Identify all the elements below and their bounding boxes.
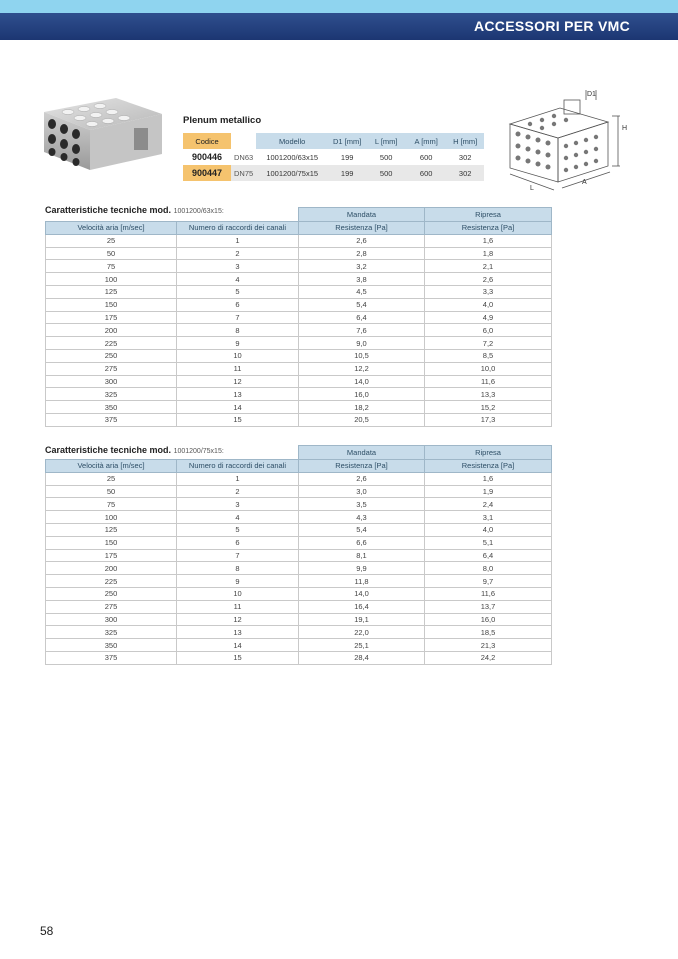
cell-ripresa: 6,0	[425, 324, 552, 337]
cell-velocita: 350	[46, 639, 177, 652]
cell-velocita: 325	[46, 388, 177, 401]
table-row	[46, 273, 552, 286]
cell-raccordi: 8	[177, 324, 299, 337]
cell-ripresa: 17,3	[425, 413, 552, 426]
spec-table-63x15	[45, 207, 552, 427]
cell-ripresa: 4,0	[425, 298, 552, 311]
cell-mandata: 12,2	[299, 362, 425, 375]
cell-velocita: 250	[46, 587, 177, 600]
col-resistenza-mandata: Resistenza [Pa]	[299, 460, 425, 473]
cell-ripresa: 18,5	[425, 626, 552, 639]
diagram-label-l: L	[530, 185, 534, 192]
model-code: 900447	[183, 165, 231, 181]
cell-mandata: 7,6	[299, 324, 425, 337]
cell-raccordi: 13	[177, 626, 299, 639]
table-row	[46, 362, 552, 375]
cell-mandata: 14,0	[299, 375, 425, 388]
plenum-product-photo	[38, 94, 168, 172]
cell-ripresa: 1,6	[425, 472, 552, 485]
group-header-row	[46, 446, 552, 460]
col-h: H [mm]	[446, 133, 484, 149]
cell-raccordi: 7	[177, 549, 299, 562]
cell-ripresa: 2,4	[425, 498, 552, 511]
cell-raccordi: 1	[177, 234, 299, 247]
col-resistenza-ripresa: Resistenza [Pa]	[425, 222, 552, 235]
cell-mandata: 22,0	[299, 626, 425, 639]
cell-mandata: 9,0	[299, 337, 425, 350]
col-resistenza-mandata: Resistenza [Pa]	[299, 222, 425, 235]
spec-body	[46, 472, 552, 664]
cell-ripresa: 9,7	[425, 575, 552, 588]
table-row	[46, 247, 552, 260]
table-row	[46, 413, 552, 426]
cell-ripresa: 11,6	[425, 375, 552, 388]
cell-mandata: 5,4	[299, 523, 425, 536]
cell-mandata: 19,1	[299, 613, 425, 626]
spec-title-text: Caratteristiche tecniche mod.	[45, 205, 172, 215]
model-name: 1001200/75x15	[256, 165, 328, 181]
model-name: 1001200/63x15	[266, 152, 319, 162]
cell-velocita: 50	[46, 247, 177, 260]
cell-raccordi: 9	[177, 337, 299, 350]
cell-ripresa: 5,1	[425, 536, 552, 549]
cell-mandata: 6,6	[299, 536, 425, 549]
top-color-band	[0, 0, 678, 13]
models-table	[183, 133, 484, 181]
table-row	[46, 511, 552, 524]
table-row	[46, 337, 552, 350]
cell-ripresa: 10,0	[425, 362, 552, 375]
cell-mandata: 20,5	[299, 413, 425, 426]
cell-ripresa: 6,4	[425, 549, 552, 562]
spec-table-75x15	[45, 445, 552, 665]
model-d1: 199	[340, 152, 354, 162]
cell-raccordi: 3	[177, 260, 299, 273]
cell-raccordi: 6	[177, 298, 299, 311]
table-row	[46, 311, 552, 324]
model-h: 302	[458, 152, 472, 162]
cell-ripresa: 1,9	[425, 485, 552, 498]
cell-velocita: 25	[46, 472, 177, 485]
cell-velocita: 375	[46, 651, 177, 664]
cell-ripresa: 8,0	[425, 562, 552, 575]
cell-mandata: 2,8	[299, 247, 425, 260]
cell-ripresa: 2,1	[425, 260, 552, 273]
cell-velocita: 25	[46, 234, 177, 247]
cell-raccordi: 2	[177, 485, 299, 498]
cell-raccordi: 12	[177, 375, 299, 388]
page-header-title: ACCESSORI PER VMC	[473, 18, 630, 34]
col-raccordi: Numero di raccordi dei canali	[177, 460, 299, 473]
cell-raccordi: 3	[177, 498, 299, 511]
cell-ripresa: 7,2	[425, 337, 552, 350]
cell-velocita: 200	[46, 562, 177, 575]
cell-velocita: 75	[46, 498, 177, 511]
cell-raccordi: 9	[177, 575, 299, 588]
cell-raccordi: 11	[177, 600, 299, 613]
cell-mandata: 10,5	[299, 349, 425, 362]
cell-mandata: 18,2	[299, 401, 425, 414]
cell-raccordi: 15	[177, 413, 299, 426]
cell-ripresa: 2,6	[425, 273, 552, 286]
cell-ripresa: 13,3	[425, 388, 552, 401]
table-row	[46, 562, 552, 575]
table-row	[46, 388, 552, 401]
cell-velocita: 225	[46, 575, 177, 588]
cell-raccordi: 15	[177, 651, 299, 664]
cell-mandata: 3,8	[299, 273, 425, 286]
table-row	[46, 651, 552, 664]
diagram-label-h: H	[622, 125, 628, 132]
cell-raccordi: 10	[177, 349, 299, 362]
cell-ripresa: 16,0	[425, 613, 552, 626]
cell-raccordi: 6	[177, 536, 299, 549]
table-row	[46, 626, 552, 639]
cell-ripresa: 15,2	[425, 401, 552, 414]
cell-mandata: 3,5	[299, 498, 425, 511]
cell-mandata: 11,8	[299, 575, 425, 588]
table-row	[46, 587, 552, 600]
model-d1: 199	[328, 165, 366, 181]
model-a: 600	[419, 152, 433, 162]
table-row	[46, 549, 552, 562]
cell-velocita: 125	[46, 285, 177, 298]
cell-velocita: 75	[46, 260, 177, 273]
cell-mandata: 4,5	[299, 285, 425, 298]
cell-mandata: 2,6	[299, 472, 425, 485]
spec-title-text: Caratteristiche tecniche mod.	[45, 445, 172, 455]
cell-velocita: 100	[46, 273, 177, 286]
cell-ripresa: 1,6	[425, 234, 552, 247]
cell-mandata: 6,4	[299, 311, 425, 324]
cell-mandata: 9,9	[299, 562, 425, 575]
spec-title-model: 1001200/75x15:	[173, 448, 224, 455]
col-d1: D1 [mm]	[328, 133, 366, 149]
cell-mandata: 4,3	[299, 511, 425, 524]
col-a: A [mm]	[406, 133, 446, 149]
cell-velocita: 150	[46, 536, 177, 549]
col-raccordi: Numero di raccordi dei canali	[177, 222, 299, 235]
group-ripresa: Ripresa	[425, 446, 552, 460]
cell-mandata: 3,0	[299, 485, 425, 498]
cell-velocita: 150	[46, 298, 177, 311]
model-h: 302	[446, 165, 484, 181]
table-row	[46, 575, 552, 588]
table-row	[46, 639, 552, 652]
model-dn: DN63	[234, 152, 254, 162]
col-l: L [mm]	[366, 133, 406, 149]
cell-raccordi: 2	[177, 247, 299, 260]
model-a: 600	[406, 165, 446, 181]
page-header	[0, 13, 678, 40]
cell-raccordi: 13	[177, 388, 299, 401]
col-codice: Codice	[183, 133, 231, 149]
table-row	[46, 523, 552, 536]
cell-ripresa: 11,6	[425, 587, 552, 600]
cell-mandata: 14,0	[299, 587, 425, 600]
cell-mandata: 28,4	[299, 651, 425, 664]
col-dn	[231, 133, 256, 149]
table-row	[46, 298, 552, 311]
spec-body	[46, 234, 552, 426]
cell-ripresa: 3,3	[425, 285, 552, 298]
cell-velocita: 325	[46, 626, 177, 639]
cell-ripresa: 21,3	[425, 639, 552, 652]
table-row	[46, 401, 552, 414]
cell-ripresa: 4,9	[425, 311, 552, 324]
cell-velocita: 275	[46, 362, 177, 375]
cell-mandata: 25,1	[299, 639, 425, 652]
cell-velocita: 50	[46, 485, 177, 498]
table-row	[46, 600, 552, 613]
cell-raccordi: 7	[177, 311, 299, 324]
cell-raccordi: 4	[177, 273, 299, 286]
group-ripresa: Ripresa	[425, 208, 552, 222]
column-header-row	[46, 222, 552, 235]
cell-velocita: 375	[46, 413, 177, 426]
col-velocita: Velocità aria [m/sec]	[46, 222, 177, 235]
cell-velocita: 250	[46, 349, 177, 362]
model-l: 500	[379, 152, 393, 162]
page-number: 58	[40, 924, 54, 938]
group-mandata: Mandata	[299, 446, 425, 460]
cell-mandata: 16,4	[299, 600, 425, 613]
cell-velocita: 100	[46, 511, 177, 524]
cell-velocita: 175	[46, 311, 177, 324]
cell-raccordi: 10	[177, 587, 299, 600]
cell-velocita: 275	[46, 600, 177, 613]
cell-velocita: 300	[46, 613, 177, 626]
cell-mandata: 3,2	[299, 260, 425, 273]
model-code: 900446	[191, 152, 223, 162]
cell-mandata: 8,1	[299, 549, 425, 562]
cell-raccordi: 14	[177, 639, 299, 652]
cell-raccordi: 5	[177, 523, 299, 536]
cell-velocita: 175	[46, 549, 177, 562]
col-resistenza-ripresa: Resistenza [Pa]	[425, 460, 552, 473]
dimension-diagram	[500, 86, 640, 206]
table-row	[46, 285, 552, 298]
model-dn: DN75	[231, 165, 256, 181]
cell-mandata: 2,6	[299, 234, 425, 247]
model-row	[183, 165, 484, 181]
group-header-row	[46, 208, 552, 222]
model-row	[183, 149, 484, 165]
cell-velocita: 300	[46, 375, 177, 388]
cell-ripresa: 8,5	[425, 349, 552, 362]
cell-ripresa: 1,8	[425, 247, 552, 260]
table-row	[46, 472, 552, 485]
table-row	[46, 613, 552, 626]
table-row	[46, 234, 552, 247]
product-title: Plenum metallico	[183, 115, 262, 126]
cell-ripresa: 3,1	[425, 511, 552, 524]
diagram-label-d1: D1	[587, 91, 596, 98]
table-row	[46, 260, 552, 273]
column-header-row	[46, 460, 552, 473]
cell-velocita: 125	[46, 523, 177, 536]
cell-velocita: 225	[46, 337, 177, 350]
cell-ripresa: 24,2	[425, 651, 552, 664]
cell-raccordi: 12	[177, 613, 299, 626]
cell-raccordi: 8	[177, 562, 299, 575]
table-row	[46, 485, 552, 498]
cell-raccordi: 11	[177, 362, 299, 375]
cell-velocita: 350	[46, 401, 177, 414]
cell-raccordi: 5	[177, 285, 299, 298]
cell-mandata: 5,4	[299, 298, 425, 311]
table-row	[46, 536, 552, 549]
cell-raccordi: 1	[177, 472, 299, 485]
table-row	[46, 498, 552, 511]
col-modello: Modello	[256, 133, 328, 149]
table-row	[46, 375, 552, 388]
cell-ripresa: 4,0	[425, 523, 552, 536]
cell-velocita: 200	[46, 324, 177, 337]
cell-mandata: 16,0	[299, 388, 425, 401]
cell-raccordi: 14	[177, 401, 299, 414]
cell-raccordi: 4	[177, 511, 299, 524]
col-velocita: Velocità aria [m/sec]	[46, 460, 177, 473]
group-mandata: Mandata	[299, 208, 425, 222]
table-row	[46, 324, 552, 337]
diagram-label-a: A	[582, 179, 587, 186]
table-row	[46, 349, 552, 362]
models-header-row	[183, 133, 484, 149]
model-l: 500	[366, 165, 406, 181]
cell-ripresa: 13,7	[425, 600, 552, 613]
spec-title-model: 1001200/63x15:	[173, 208, 224, 215]
